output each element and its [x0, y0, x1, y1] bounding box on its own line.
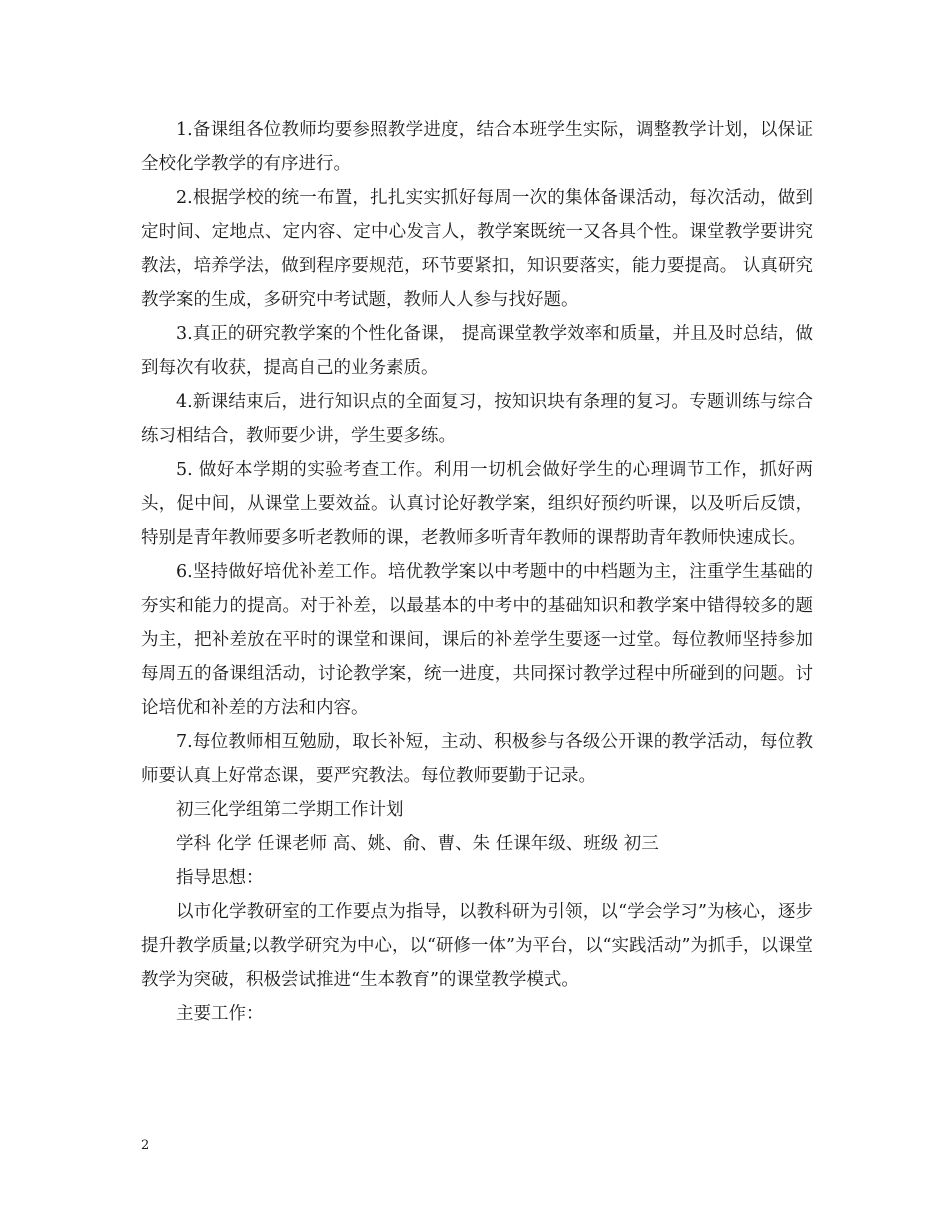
paragraph-item-6: 6.坚持做好培优补差工作。培优教学案以中考题中的中档题为主，注重学生基础的夯实和能力的提高。对于补差，以最基本的中考中的基础知识和教学案中错得较多的题为主，把补差放在平时的课堂和课间，课后的补差学生要逐一过堂。每位教师坚持参加每周五的备课组活动，讨论教学案，统一进度，共同探讨教学过程中所碰到的问题。讨论培优和补差的方法和内容。	[141, 562, 813, 718]
subject-info-line: 学科 化学 任课老师 高、姚、俞、曹、朱 任课年级、班级 初三	[176, 834, 659, 854]
paragraph-item-7: 7.每位教师相互勉励，取长补短，主动、积极参与各级公开课的教学活动，每位教师要认真上好常态课，要严究教法。每位教师要勤于记录。	[141, 732, 813, 786]
page-number: 2	[141, 1138, 150, 1153]
paragraph-item-2: 2.根据学校的统一布置，扎扎实实抓好每周一次的集体备课活动，每次活动，做到定时间、定地点、定内容、定中心发言人，教学案既统一又各具个性。课堂教学要讲究教法，培养学法，做到程序要规范，环节要紧扣，知识要落实，能力要提高。 认真研究教学案的生成，多研究中考试题，教师人人参与找好题。	[141, 188, 813, 310]
document-body	[141, 113, 813, 1031]
guiding-thought-heading: 指导思想：	[176, 868, 264, 888]
paragraph-item-5: 5. 做好本学期的实验考查工作。利用一切机会做好学生的心理调节工作，抓好两头，促中间，从课堂上要效益。认真讨论好教学案，组织好预约听课，以及听后反馈，特别是青年教师要多听老教师的课，老教师多听青年教师的课帮助青年教师快速成长。	[141, 460, 813, 548]
main-work-heading: 主要工作：	[176, 1004, 264, 1024]
paragraph-item-3: 3.真正的研究教学案的个性化备课， 提高课堂教学效率和质量，并且及时总结，做到每次有收获，提高自己的业务素质。	[141, 324, 813, 378]
guiding-thought-text: 以市化学教研室的工作要点为指导，以教科研为引领，以“学会学习”为核心，逐步提升教学质量;以教学研究为中心，以“研修一体”为平台，以“实践活动”为抓手，以课堂教学为突破，积极尝试推进“生本教育”的课堂教学模式。	[141, 902, 813, 990]
paragraph-item-4: 4.新课结束后，进行知识点的全面复习，按知识块有条理的复习。专题训练与综合练习相结合，教师要少讲，学生要多练。	[141, 392, 813, 446]
section-heading: 初三化学组第二学期工作计划	[176, 800, 404, 820]
paragraph-item-1: 1.备课组各位教师均要参照教学进度，结合本班学生实际，调整教学计划，以保证全校化学教学的有序进行。	[141, 120, 813, 174]
